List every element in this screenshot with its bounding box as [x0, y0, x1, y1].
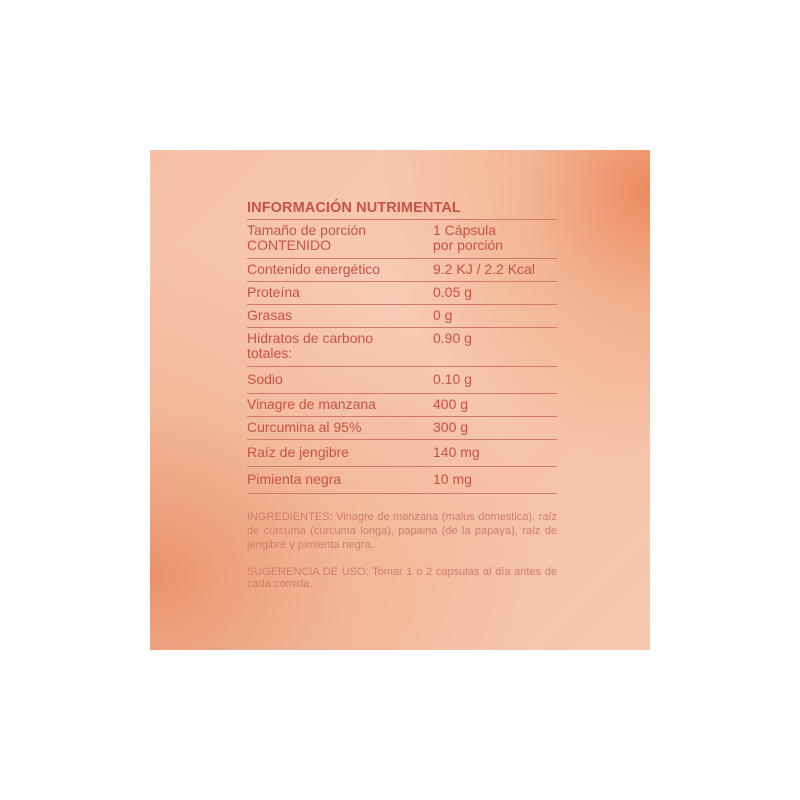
row-value: 0.90 g: [433, 330, 472, 346]
nutrition-row: [247, 440, 557, 467]
row-name: Sodio: [247, 371, 283, 387]
nutrition-row: [247, 394, 557, 417]
row-name: Raíz de jengibre: [247, 444, 349, 460]
nutrition-title: INFORMACIÓN NUTRIMENTAL: [247, 200, 557, 220]
row-value: 9.2 KJ / 2.2 Kcal: [433, 261, 535, 277]
nutrition-row: [247, 220, 557, 259]
nutrition-row: [247, 367, 557, 394]
row-name: Vinagre de manzana: [247, 396, 376, 412]
nutrition-label: [247, 200, 557, 590]
nutrition-row: [247, 282, 557, 305]
row-name: [247, 331, 433, 361]
portion-value-line2: por porción: [433, 237, 504, 253]
row-value: 300 g: [433, 419, 469, 435]
row-name: Proteína: [247, 284, 300, 300]
nutrition-row: [247, 417, 557, 440]
carbs-label-line1: Hidratos de carbono: [247, 330, 374, 346]
nutrition-row: [247, 259, 557, 282]
row-value: 0 g: [433, 307, 453, 323]
carbs-label-line2: totales:: [247, 345, 293, 361]
row-name: [247, 223, 433, 253]
row-value: 140 mg: [433, 444, 480, 460]
row-value: 10 mg: [433, 471, 472, 487]
row-value: 400 g: [433, 396, 469, 412]
ingredients-text: INGREDIENTES: Vinagre de manzana (malus domestica), raíz de cúrcuma (curcuma longa), papaina (de la papaya), raíz de jengibre y pimienta negra.: [247, 511, 557, 551]
nutrition-row: [247, 305, 557, 328]
row-name: Contenido energético: [247, 261, 381, 277]
row-value: 0.05 g: [433, 284, 472, 300]
portion-label-line1: Tamaño de porción: [247, 222, 367, 238]
nutrition-row: [247, 328, 557, 367]
portion-value-line1: 1 Cápsula: [433, 222, 497, 238]
usage-suggestion: SUGERENCIA DE USO: Tomar 1 o 2 capsulas al día antes de cada comida.: [247, 566, 557, 590]
portion-label-line2: CONTENIDO: [247, 237, 331, 253]
row-name: Curcumina al 95%: [247, 419, 362, 435]
row-value: 0.10 g: [433, 371, 472, 387]
nutrition-card: [150, 150, 650, 650]
row-name: Pimienta negra: [247, 471, 342, 487]
row-name: Grasas: [247, 307, 293, 323]
row-value: [433, 223, 557, 253]
nutrition-row: [247, 467, 557, 494]
